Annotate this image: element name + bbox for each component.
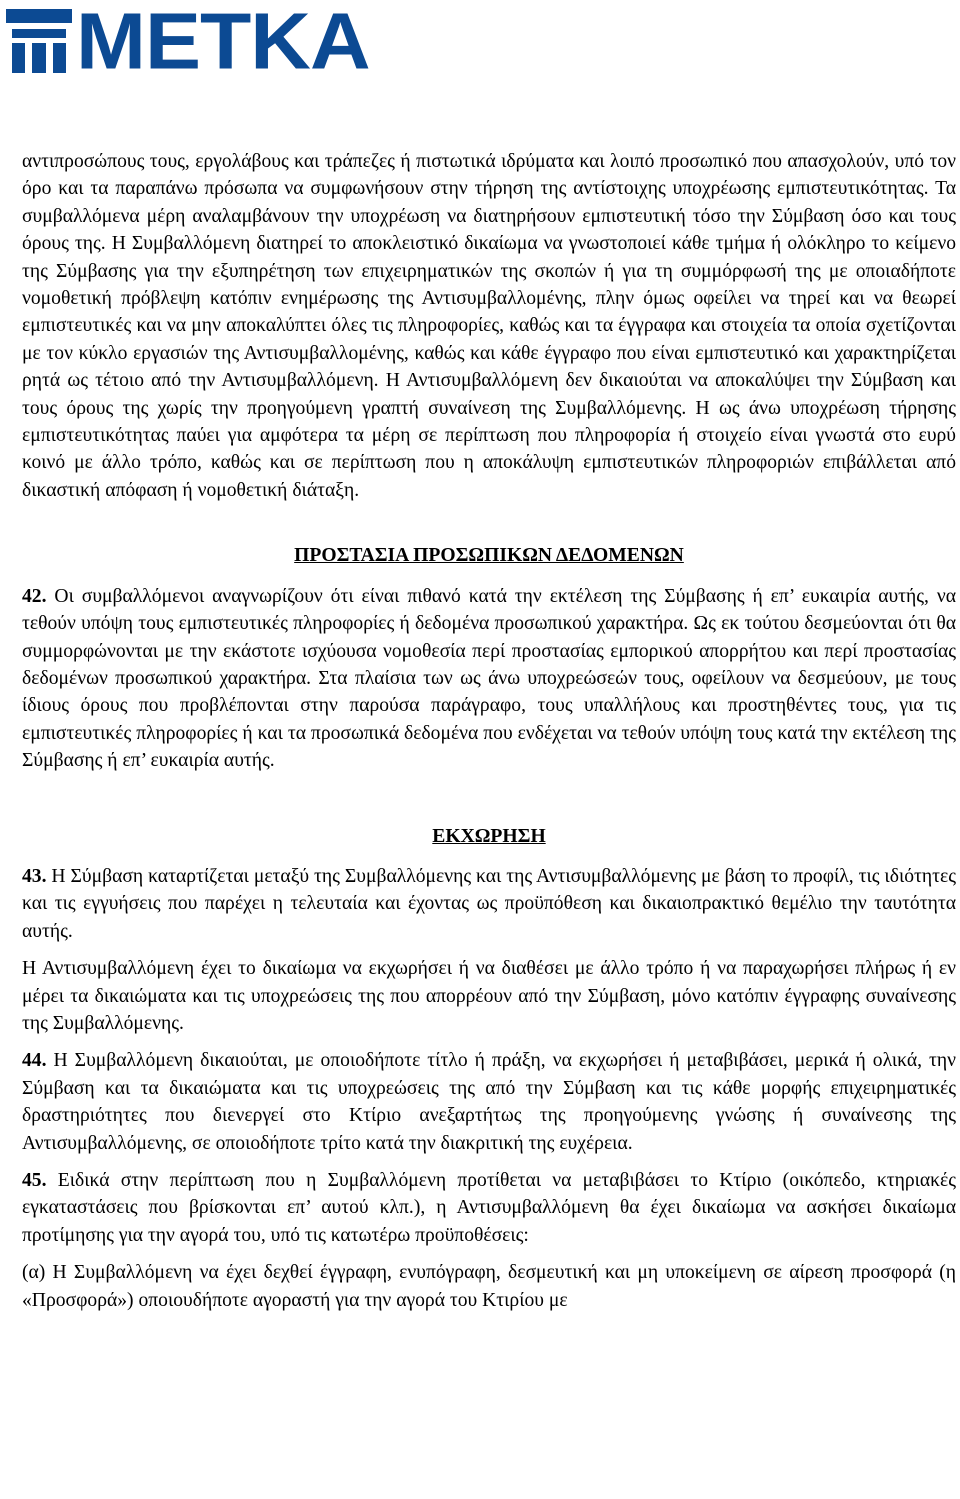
section-heading-personal-data: ΠΡΟΣΤΑΣΙΑ ΠΡΟΣΩΠΙΚΩΝ ΔΕΔΟΜΕΝΩΝ bbox=[294, 545, 684, 567]
clause-text: Ειδικά στην περίπτωση που η Συμβαλλόμενη προτίθεται να μεταβιβάσει το Κτίριο (οικόπεδο, κτηριακές εγκαταστάσεις που βρίσκονται επ’ αυτού κλπ.), η Αντισυμβαλλόμενη θα έχει δικαίωμα να ασκήσει δικαίωμα προτίμησης για την αγορά του, υπό τις κατωτέρω προϋποθέσεις: bbox=[22, 1170, 956, 1246]
section-heading-assignment: ΕΚΧΩΡΗΣΗ bbox=[432, 825, 546, 847]
clause-text: Η Σύμβαση καταρτίζεται μεταξύ της Συμβαλλόμενης και της Αντισυμβαλλόμενης με βάση το προφίλ, τις ιδιότητες και τις εγγυήσεις που παρέχει η τελευταία και έχοντας ως προϋπόθεση και δικαιοπρακτικό θεμέλιο την ταυτότητα αυτής. bbox=[22, 865, 956, 942]
company-logo bbox=[6, 0, 370, 86]
intro-paragraph: αντιπροσώπους τους, εργολάβους και τράπεζες ή πιστωτικά ιδρύματα και λοιπό προσωπικό που απασχολούν, υπό τον όρο και τα παραπάνω πρόσωπα να συμφωνήσουν στην τήρηση της αντίστοιχης υποχρέωσης εμπιστευτικότητας. Τα συμβαλλόμενα μέρη αναλαμβάνουν την υποχρέωση να διατηρήσουν εμπιστευτική τόσο την Σύμβαση όσο και τους όρους της. Η Συμβαλλόμενη διατηρεί το αποκλειστικό δικαίωμα να γνωστοποιεί κάθε τμήμα ή ολόκληρο το κείμενο της Σύμβασης για την εξυπηρέτηση των επιχειρηματικών της σκοπών ή για τη συμμόρφωσή της με οποιαδήποτε νομοθετική πρόβλεψη κατόπιν ενημέρωσης της Αντισυμβαλλομένης, πλην όμως οφείλει να τηρεί και να θεωρεί εμπιστευτικές και να μην αποκαλύπτει όλες τις πληροφορίες, καθώς και τα έγγραφα και στοιχεία τα οποία σχετίζονται με τον κύκλο εργασιών της Αντισυμβαλλομένης, καθώς και κάθε έγγραφο που είναι εμπιστευτικό και χαρακτηρίζεται ρητά ως τέτοιο από την Αντισυμβαλλόμενη. Η Αντισυμβαλλόμενη δεν δικαιούται να αποκαλύψει την Σύμβαση και τους όρους της χωρίς την προηγούμενη γραπτή συναίνεση της Συμβαλλόμενης. Η ως άνω υποχρέωση τήρησης εμπιστευτικότητας παύει για αμφότερα τα μέρη σε περίπτωση που πληροφορία ή στοιχείο είναι γνωστά στο ευρύ κοινό με άλλο τρόπο, καθώς και σε περίπτωση που η αποκάλυψη εμπιστευτικών πληροφοριών επιβάλλεται από δικαστική απόφαση ή νομοθετική διάταξη. bbox=[22, 151, 956, 501]
clause-45-item-a: (α) Η Συμβαλλόμενη να έχει δεχθεί έγγραφη, ενυπόγραφη, δεσμευτική και μη υποκείμενη σε αίρεση προσφορά (η «Προσφορά») οποιουδήποτε αγοραστή για την αγορά του Κτιρίου με bbox=[22, 1262, 956, 1311]
logo-wordmark: METKA bbox=[76, 0, 370, 86]
clause-number: 42. bbox=[22, 585, 47, 607]
metka-emblem-icon bbox=[6, 9, 72, 73]
clause-text: Η Συμβαλλόμενη δικαιούται, με οποιοδήποτε τίτλο ή πράξη, να εκχωρήσει ή μεταβιβάσει, μερικά ή ολικά, την Σύμβαση και τα δικαιώματα και τις υποχρεώσεις της από την Σύμβαση και τις κάθε μορφής επιχειρηματικές δραστηριότητες που διενεργεί στο Κτίριο ανεξαρτήτως της προηγούμενης γνώσης ή συναίνεσης της Αντισυμβαλλόμενης, σε οποιοδήποτε τρίτο κατά την διακριτική της ευχέρεια. bbox=[22, 1050, 956, 1154]
clause-42 bbox=[22, 583, 956, 775]
clause-44 bbox=[22, 1047, 956, 1157]
clause-number: 43. bbox=[22, 865, 47, 887]
clause-45 bbox=[22, 1167, 956, 1249]
document-body bbox=[22, 148, 956, 1314]
clause-text: Οι συμβαλλόμενοι αναγνωρίζουν ότι είναι πιθανό κατά την εκτέλεση της Σύμβασης ή επ’ ευκαιρία αυτής, να τεθούν υπόψη τους εμπιστευτικές πληροφορίες ή δεδομένα προσωπικού χαρακτήρα. Ως εκ τούτου δεσμεύονται ότι θα συμμορφώνονται με την εκάστοτε ισχύουσα νομοθεσία περί προστασίας εμπορικού απορρήτου και περί προστασίας δεδομένων προσωπικού χαρακτήρα. Στα πλαίσια των ως άνω υποχρεώσεών τους, οφείλουν να δεσμεύουν, με τους ίδιους όρους που προβλέπονται στην παρούσα παράγραφο, τους υπαλλήλους και προστηθέντες τους, για τις εμπιστευτικές πληροφορίες ή και τα προσωπικά δεδομένα που ενδέχεται να τεθούν υπόψη τους κατά την εκτέλεση της Σύμβασης ή επ’ ευκαιρία αυτής. bbox=[22, 585, 956, 772]
clause-43 bbox=[22, 863, 956, 945]
clause-43-paragraph-2: Η Αντισυμβαλλόμενη έχει το δικαίωμα να εκχωρήσει ή να διαθέσει με άλλο τρόπο ή να παραχωρήσει πλήρως ή εν μέρει τα δικαιώματα και τις υποχρεώσεις της που απορρέουν από την Σύμβαση, μόνο κατόπιν έγγραφης συναίνεσης της Συμβαλλόμενης. bbox=[22, 958, 956, 1034]
clause-number: 44. bbox=[22, 1050, 47, 1072]
clause-number: 45. bbox=[22, 1170, 47, 1191]
